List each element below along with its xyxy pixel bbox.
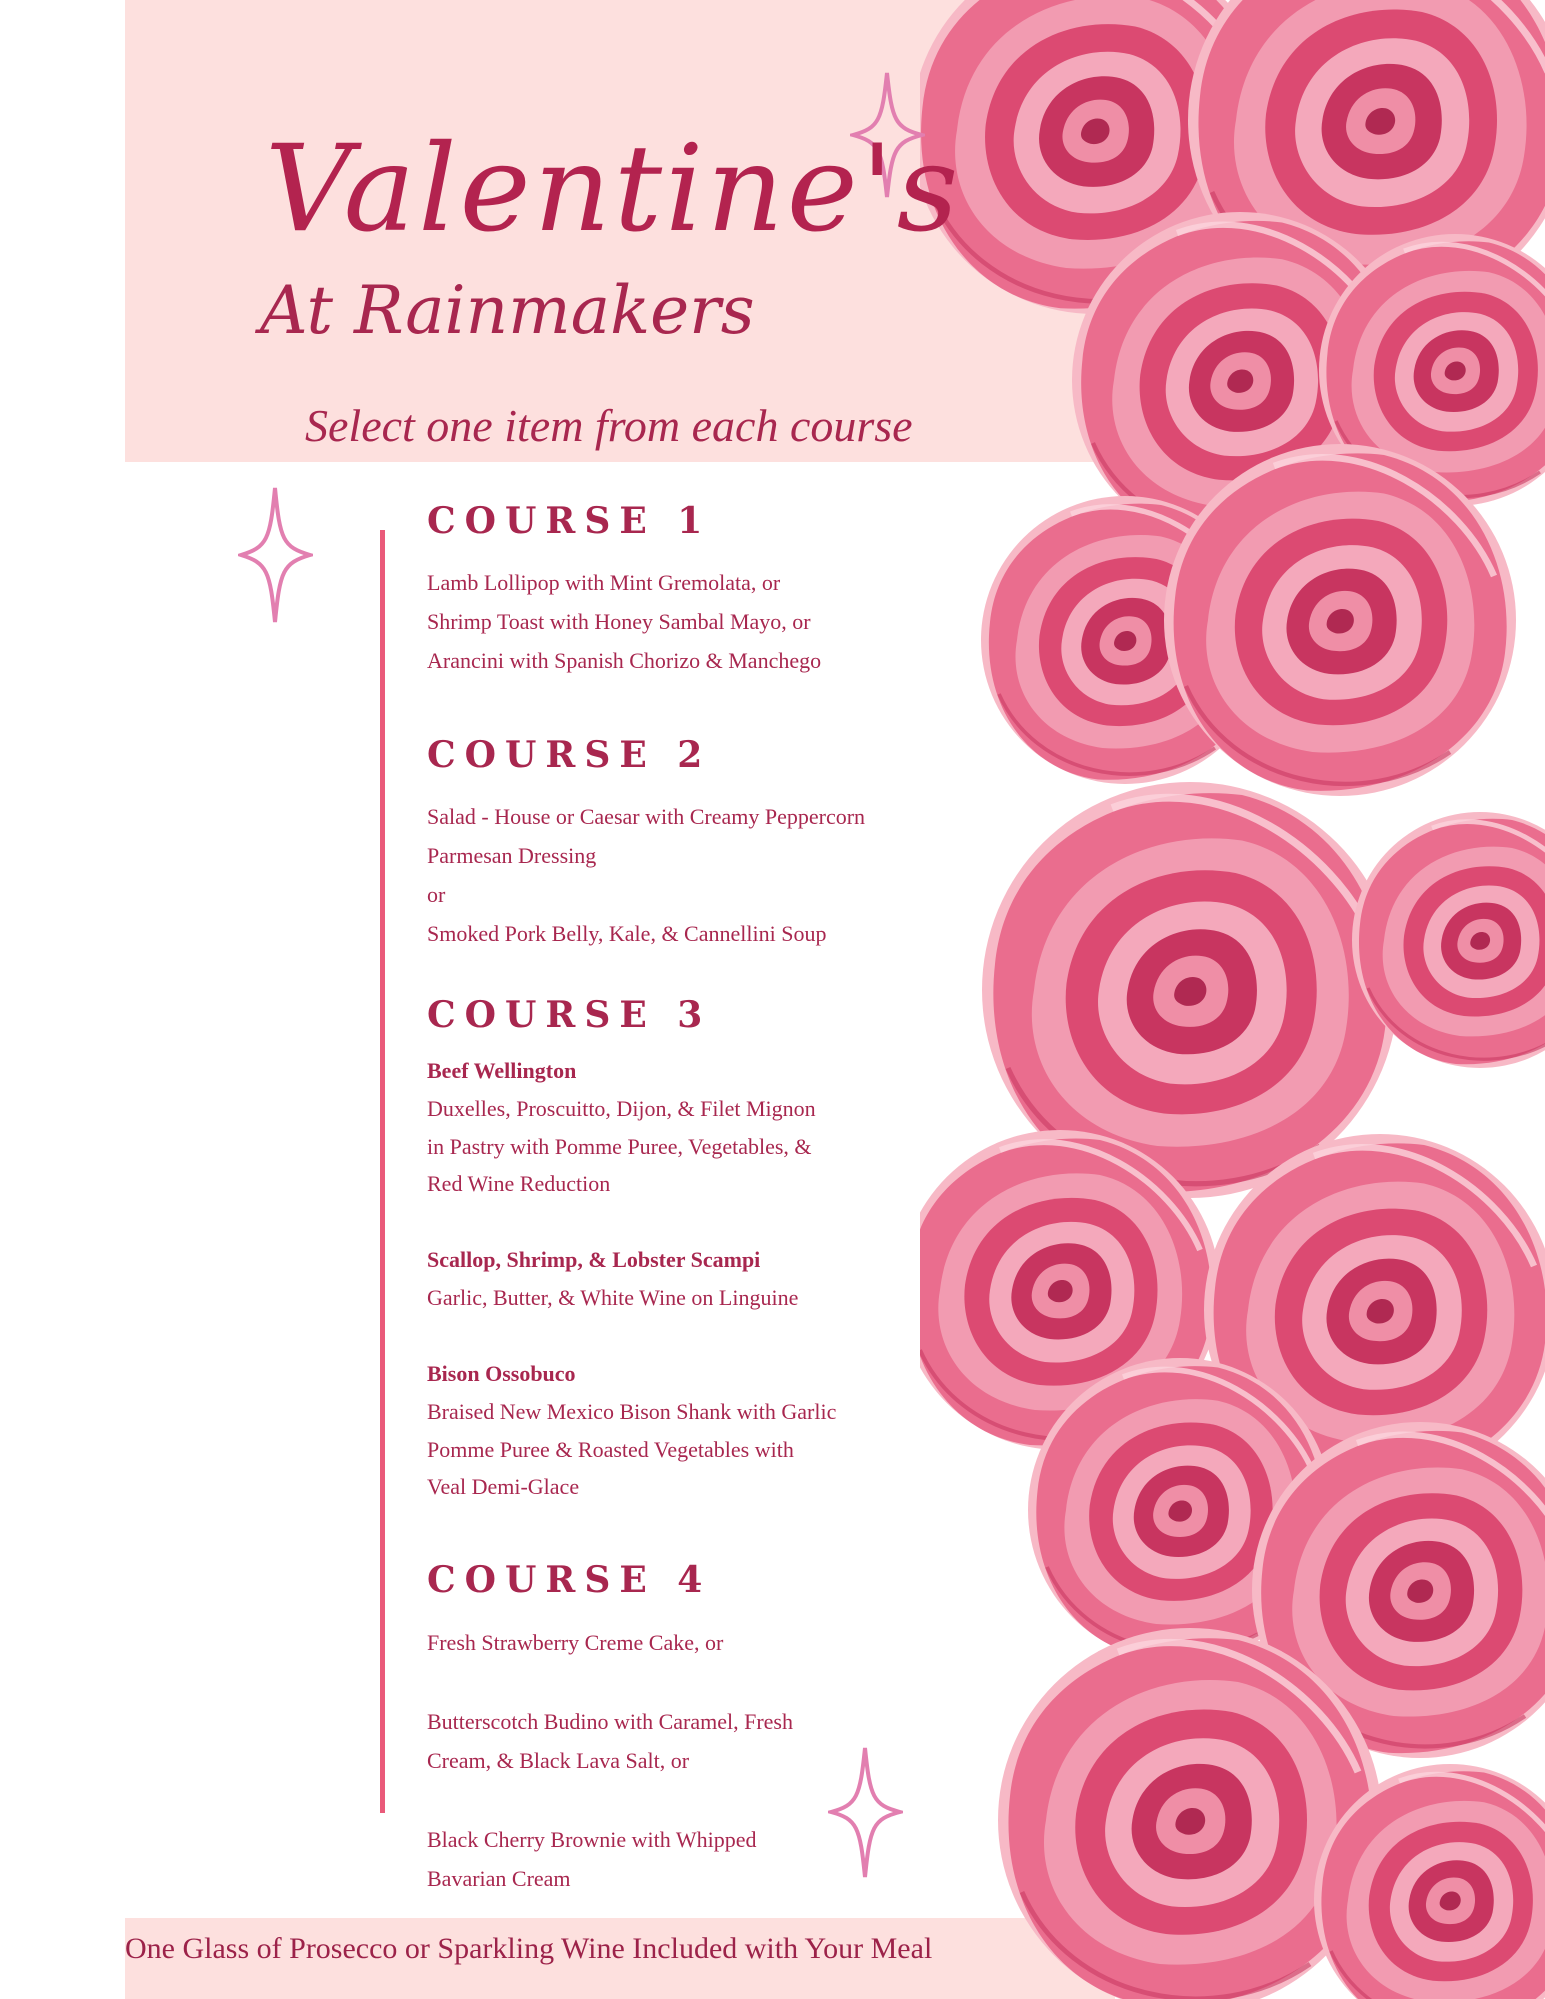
course-3-line: Garlic, Butter, & White Wine on Linguine	[427, 1285, 799, 1310]
course-3-item-name: Bison Ossobuco	[427, 1361, 576, 1386]
course-2-heading: COURSE 2	[427, 734, 712, 776]
course-4-line: Butterscotch Budino with Caramel, Fresh	[427, 1709, 793, 1734]
sparkle-icon	[828, 1745, 903, 1880]
course-1-line: Shrimp Toast with Honey Sambal Mayo, or	[427, 609, 811, 634]
course-3-item-name: Beef Wellington	[427, 1058, 577, 1083]
course-2-line: Salad - House or Caesar with Creamy Peppercorn	[427, 804, 866, 829]
course-1-heading: COURSE 1	[427, 500, 712, 542]
menu-instruction: Select one item from each course	[305, 400, 913, 451]
footer-note: One Glass of Prosecco or Sparkling Wine Included with Your Meal	[125, 1932, 933, 1965]
course-3-line: Braised New Mexico Bison Shank with Garlic	[427, 1399, 837, 1424]
course-3-line: in Pastry with Pomme Puree, Vegetables, &	[427, 1134, 812, 1159]
course-3-line: Pomme Puree & Roasted Vegetables with	[427, 1437, 794, 1462]
course-3-item-name: Scallop, Shrimp, & Lobster Scampi	[427, 1247, 761, 1272]
course-3-line: Duxelles, Proscuitto, Dijon, & Filet Mignon	[427, 1096, 816, 1121]
course-3-heading: COURSE 3	[427, 994, 712, 1036]
course-4-line: Bavarian Cream	[427, 1866, 571, 1891]
course-4-heading: COURSE 4	[427, 1559, 712, 1601]
course-1-line: Arancini with Spanish Chorizo & Manchego	[427, 648, 822, 673]
course-4-line: Cream, & Black Lava Salt, or	[427, 1748, 690, 1773]
course-2-line: or	[427, 882, 446, 907]
menu-subtitle: At Rainmakers	[260, 272, 755, 349]
sparkle-icon	[238, 485, 313, 625]
course-4-line: Fresh Strawberry Creme Cake, or	[427, 1630, 724, 1655]
course-3-line: Red Wine Reduction	[427, 1171, 611, 1196]
course-3-line: Veal Demi-Glace	[427, 1474, 580, 1499]
rose-illustration	[920, 0, 1545, 1999]
course-2-line: Smoked Pork Belly, Kale, & Cannellini Soup	[427, 921, 827, 946]
course-4-line: Black Cherry Brownie with Whipped	[427, 1827, 757, 1852]
course-2-line: Parmesan Dressing	[427, 843, 597, 868]
vertical-divider	[380, 530, 385, 1813]
menu-title: Valentine's	[265, 120, 962, 259]
course-1-line: Lamb Lollipop with Mint Gremolata, or	[427, 570, 781, 595]
